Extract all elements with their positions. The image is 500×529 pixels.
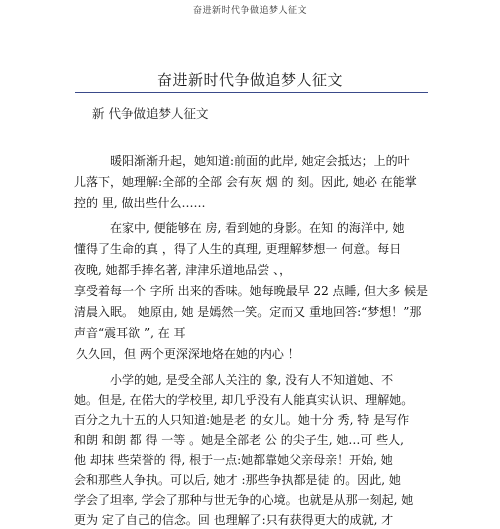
paragraph-line: 享受着每一个 字所 出来的香味。她每晚最早 22 点睡, 但大多 候是 [74, 284, 428, 298]
paragraph-line: 暖阳渐渐升起，她知道:前面的此岸, 她定会抵达；上的叶 [110, 154, 410, 168]
paragraph-line: 小学的她, 是受全部人关注的 象, 没有人不知道她、不 [110, 373, 394, 387]
paragraph-line: 他 却抹 些荣誉的 得, 根于一点:她都靠她父亲母亲！开始, 她 [74, 453, 393, 467]
paragraph-line: 百分之九十五的人只知道:她是老 的女儿。她十分 秀, 特 是写作 [74, 413, 410, 427]
paragraph-line: 她。但是, 在偌大的学校里, 却几乎没有人能真实认识、理解她。 [74, 393, 414, 407]
paragraph-3 [74, 371, 434, 527]
paragraph-1 [74, 152, 434, 212]
paragraph-2 [74, 219, 434, 359]
paragraph-line: 学会了坦率, 学会了那种与世无争的心境。也就是从那一刻起, 她 [74, 493, 414, 507]
paragraph-line: 夜晚, 她都手捧名著, 津津乐道地品尝 、， [74, 263, 292, 277]
running-header: 奋进新时代争做追梦人征文 [192, 6, 307, 16]
paragraph-line: 控的 里, 做出些什么…… [74, 196, 206, 210]
paragraph-line: 声音“震耳欲 ”, 在 耳 [74, 326, 186, 340]
document-subtitle: 新 代争做追梦人征文 [92, 106, 209, 121]
title-divider [75, 92, 428, 93]
paragraph-line: 懂得了生命的真 ，得了人生的真理, 更理解梦想一 何意。每日 [74, 242, 402, 256]
paragraph-line: 清晨入眠。 她原由, 她 是嫣然一笑。定而又 重地回答:“梦想！”那 [74, 305, 422, 319]
paragraph-line: 更为 定了自己的信念。回 也理解了:只有获得更大的成就, 才 [74, 513, 394, 527]
paragraph-line: 在家中, 便能够在 房, 看到她的身影。在知 的海洋中, 她 [110, 221, 405, 235]
paragraph-line: 和朗 和朗 都 得 一等 。她是全部老 公 的尖子生, 她…可 些人, [74, 433, 404, 447]
paragraph-line: 久久回，但 两个更深深地烙在她的内心 ！ [76, 347, 300, 361]
document-title: 奋进新时代争做追梦人征文 [156, 71, 343, 89]
paragraph-line: 会和那些人争执。可以后, 她才 :那些争执都是徒 的。因此, 她 [74, 473, 401, 487]
paragraph-line: 儿落下，她理解:全部的全部 会有灰 烟 的 刻。因此, 她必 在能掌 [74, 175, 417, 189]
